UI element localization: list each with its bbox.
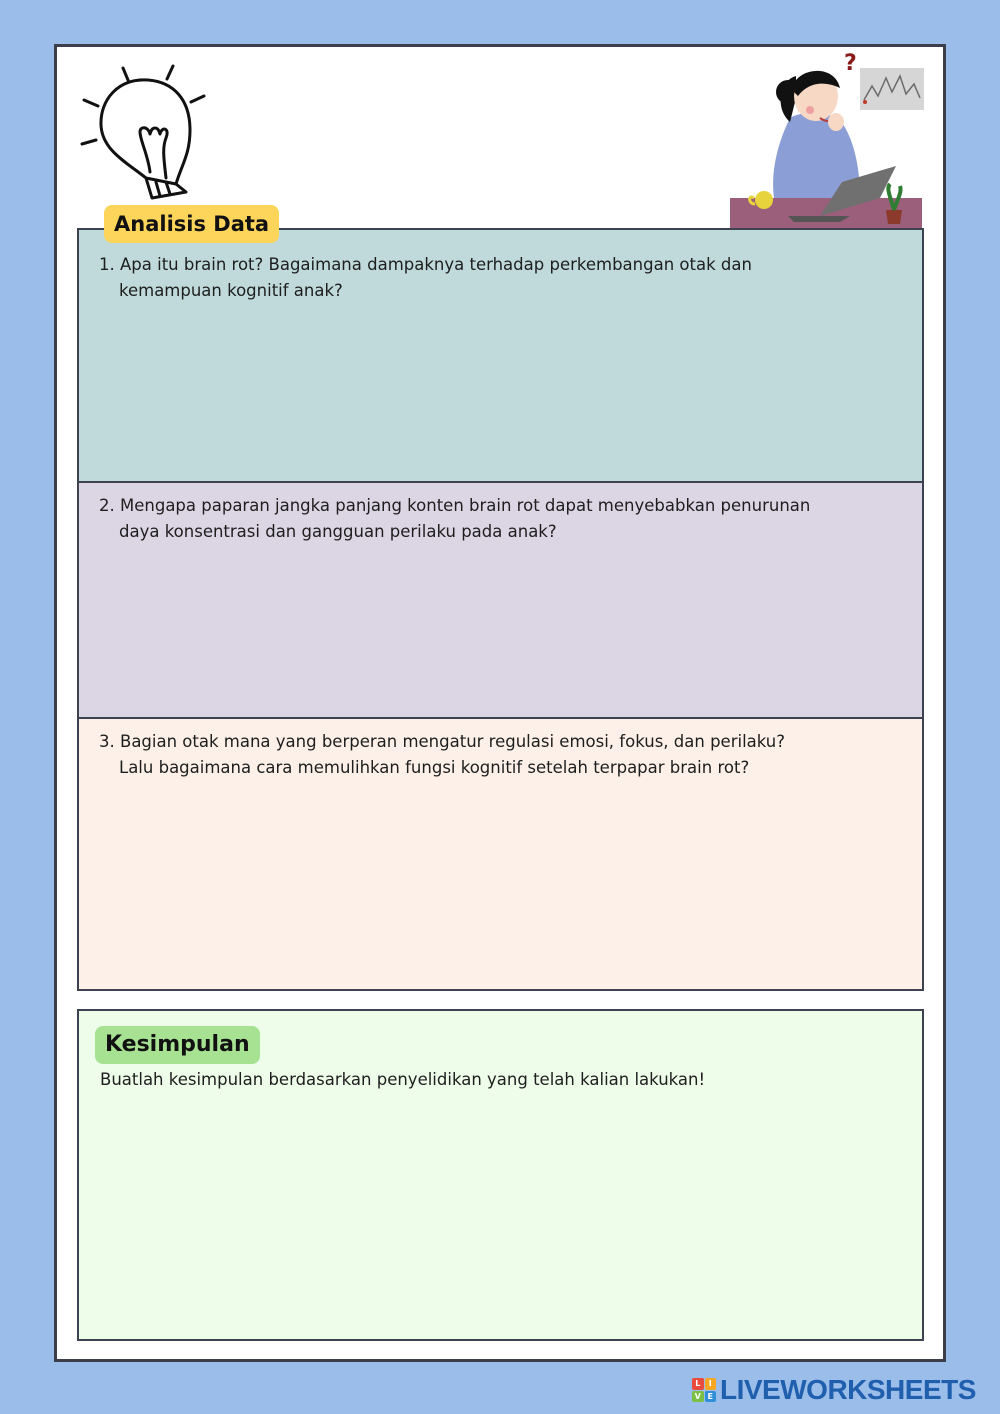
question-1-text: 1. Apa itu brain rot? Bagaimana dampaknya terhadap perkembangan otak dan kemampuan kognitif anak? xyxy=(99,255,752,300)
thinking-girl-laptop-illustration xyxy=(730,48,930,246)
conclusion-title: Kesimpulan xyxy=(95,1026,260,1064)
analysis-title: Analisis Data xyxy=(104,205,279,243)
analysis-section xyxy=(77,228,924,991)
lightbulb-icon xyxy=(78,60,218,210)
brand-name: LIVEWORKSHEETS xyxy=(720,1374,976,1405)
question-1-area[interactable] xyxy=(79,230,922,483)
conclusion-instruction: Buatlah kesimpulan berdasarkan penyelidikan yang telah kalian lakukan! xyxy=(100,1070,706,1089)
liveworksheets-logo-icon: L I V E xyxy=(692,1378,716,1402)
question-2-text: 2. Mengapa paparan jangka panjang konten brain rot dapat menyebabkan penurunan daya konsentrasi dan gangguan perilaku pada anak? xyxy=(99,496,811,541)
svg-text:?: ? xyxy=(844,51,857,76)
question-2-area[interactable] xyxy=(79,483,922,719)
liveworksheets-footer[interactable] xyxy=(692,1373,976,1407)
question-3-area[interactable] xyxy=(79,719,922,989)
question-3-text: 3. Bagian otak mana yang berperan mengatur regulasi emosi, fokus, dan perilaku? Lalu bagaimana cara memulihkan fungsi kognitif setelah terpapar brain rot? xyxy=(99,732,786,777)
